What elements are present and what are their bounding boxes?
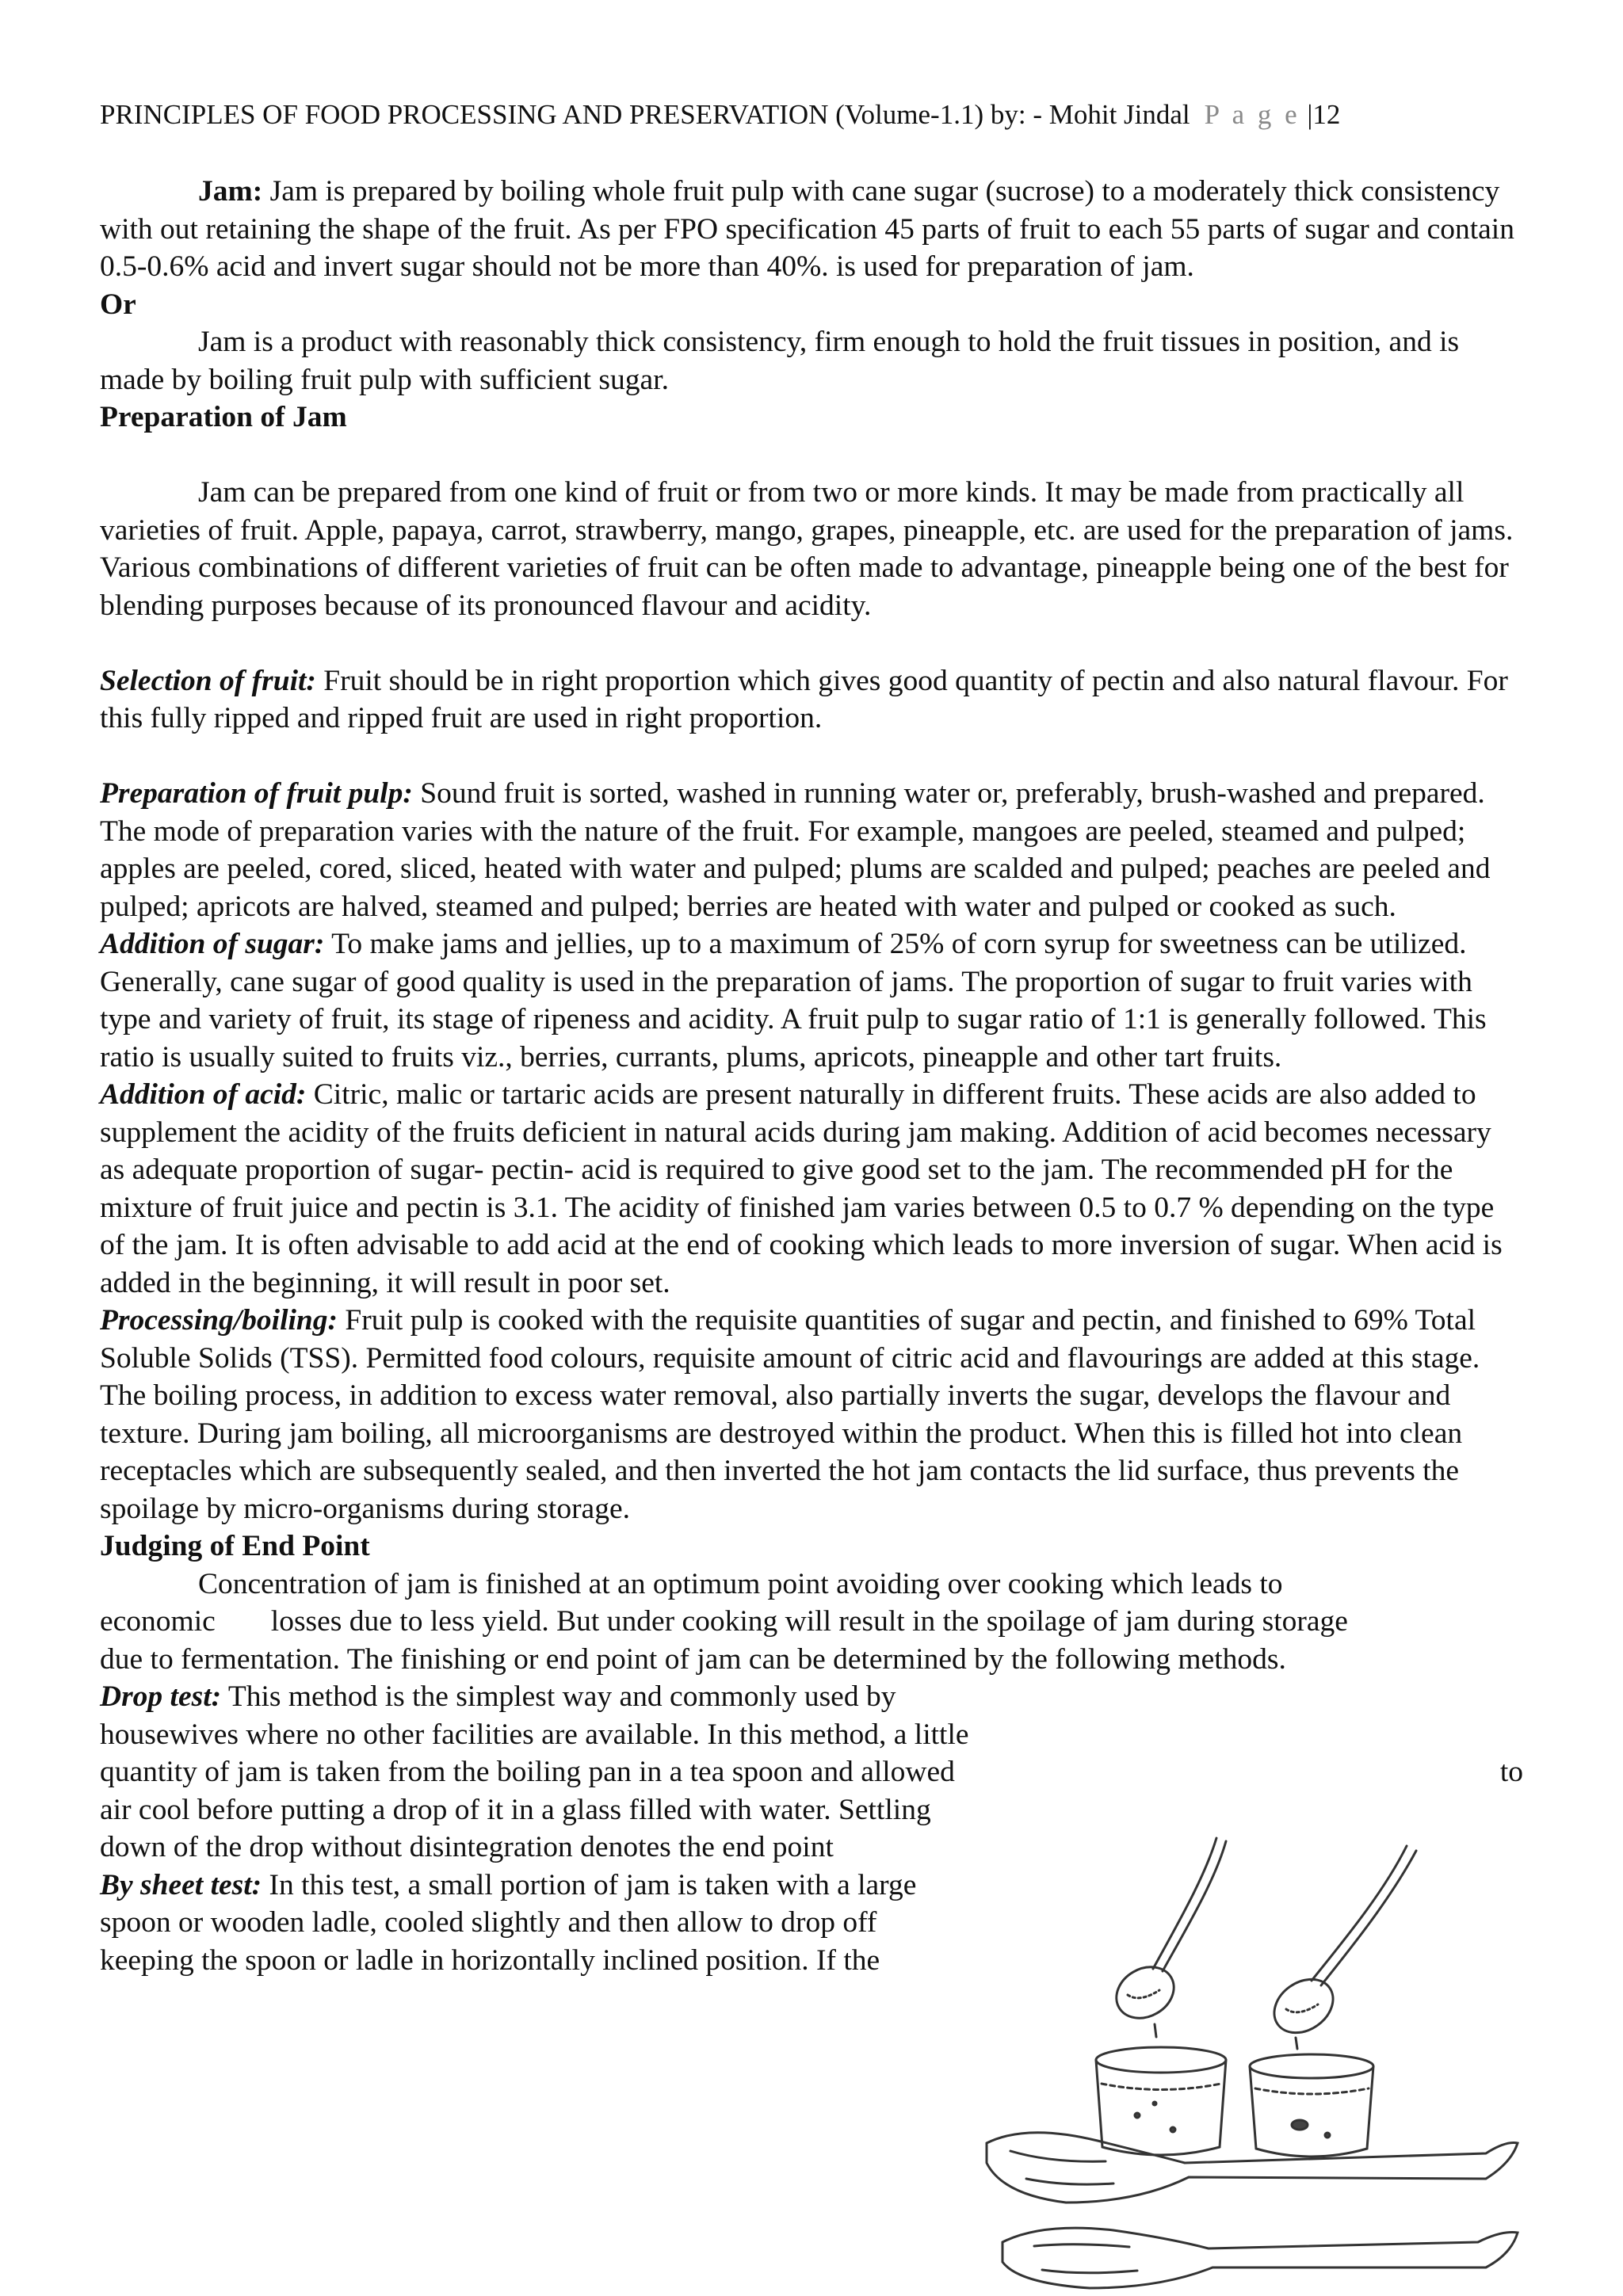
acid-text: Citric, malic or tartaric acids are present naturally in different fruits. These acids are also added to supplement the acidity of the fruits deficient in natural acids during jam making. Addition of acid becomes necessary as adequate proportion of sugar- pectin- acid is required to give good set to the jam. The recommended pH for the mixture of fruit juice and pectin is 3.1. The acidity of finished jam varies between 0.5 to 0.7 % depending on the type of the jam. It is often advisable to add acid at the end of cooking which leads to more inversion of sugar. When acid is added in the beginning, it will result in poor set.	[100, 1078, 1503, 1299]
boiling-text: Fruit pulp is cooked with the requisite quantities of sugar and pectin, and finished to 69% Total Soluble Solids (TSS). Permitted food colours, requisite amount of citric acid and flavourings are added at this stage. The boiling process, in addition to excess water removal, also partially inverts the sugar, develops the flavour and texture. During jam boiling, all microorganisms are destroyed within the product. When this is filled hot into clean receptacles which are subsequently sealed, and then inverted the hot jam contacts the lid surface, thus prevents the spoilage by micro-organisms during storage.	[100, 1304, 1480, 1525]
drop-line-end-word: to	[1499, 1756, 1523, 1788]
end-point-line-1: Concentration of jam is finished at an optimum point avoiding over cooking which leads to	[198, 1567, 1283, 1600]
selection-of-fruit	[100, 662, 1523, 738]
addition-of-acid	[100, 1076, 1523, 1302]
header-page-number: 12	[1312, 99, 1341, 130]
drop-label: Drop test:	[100, 1680, 222, 1713]
selection-text: Fruit should be in right proportion which gives good quantity of pectin and also natural flavour. For this fully ripped and ripped fruit are used in right proportion.	[100, 664, 1508, 734]
acid-label: Addition of acid:	[100, 1078, 307, 1111]
selection-label: Selection of fruit:	[100, 664, 316, 697]
right-spoon-icon	[1264, 1846, 1416, 2044]
end-point-line-2: economic losses due to less yield. But under cooking will result in the spoilage of jam during storage	[100, 1605, 1348, 1638]
page-body	[100, 173, 1523, 1979]
jam-definition-text: Jam is prepared by boiling whole fruit pulp with cane sugar (sucrose) to a moderately thick consistency with out retaining the shape of the fruit. As per FPO specification 45 parts of fruit to each 55 parts of sugar and contain 0.5-0.6% acid and invert sugar should not be more than 40%. is used for preparation of jam.	[100, 175, 1514, 283]
drop-test: Drop test: This method is the simplest way and commonly used by housewives where no other facilities are available. In this method, a little quantity of jam is taken from the boiling pan in a tea spoon and allowed to air cool before putting a drop of it in a glass filled with water. Settling down of the drop without disintegration denotes the end point	[100, 1680, 1523, 1863]
header-page-word: P a g e	[1204, 99, 1300, 130]
pulp-label: Preparation of fruit pulp:	[100, 777, 413, 810]
end-point-line-3: due to fermentation. The finishing or end point of jam can be determined by the following methods.	[100, 1642, 1286, 1676]
right-glass-icon	[1250, 2054, 1373, 2157]
preparation-intro: Jam can be prepared from one kind of fruit or from two or more kinds. It may be made from practically all varieties of fruit. Apple, papaya, carrot, strawberry, mango, grapes, pineapple, etc. are used for the preparation of jams. Various combinations of different varieties of fruit can be often made to advantage, pineapple being one of the best for blending purposes because of its pronounced flavour and acidity.	[100, 476, 1514, 622]
drop-test-illustration	[979, 1830, 1526, 2290]
sugar-label: Addition of sugar:	[100, 928, 325, 960]
header-title: PRINCIPLES OF FOOD PROCESSING AND PRESERVATION (Volume-1.1) by: - Mohit Jindal	[100, 99, 1190, 130]
lower-ladle-icon	[1002, 2228, 1518, 2288]
header-page-separator: |	[1307, 99, 1313, 130]
sheet-label: By sheet test:	[100, 1868, 262, 1901]
pulp-text: Sound fruit is sorted, washed in running water or, preferably, brush-washed and prepared. The mode of preparation varies with the nature of the fruit. For example, mangoes are peeled, steamed and pulped; apples are peeled, cored, sliced, heated with water and pulped; plums are scalded and pulped; peaches are peeled and pulped; apricots are halved, steamed and pulped; berries are heated with water and pulped or cooked as such.	[100, 777, 1491, 923]
boiling-label: Processing/boiling:	[100, 1304, 338, 1337]
jam-term: Jam:	[198, 175, 263, 208]
left-spoon-icon	[1107, 1838, 1226, 2028]
preparation-heading: Preparation of Jam	[100, 401, 347, 433]
upper-ladle-icon	[987, 2133, 1518, 2203]
sugar-text: To make jams and jellies, up to a maximum of 25% of corn syrup for sweetness can be utilized. Generally, cane sugar of good quality is used in the preparation of jams. The proportion of sugar to fruit varies with type and variety of fruit, its stage of ripeness and acidity. A fruit pulp to sugar ratio of 1:1 is generally followed. This ratio is usually suited to fruits viz., berries, currants, plums, apricots, pineapple and other tart fruits.	[100, 928, 1487, 1074]
left-glass-icon	[1096, 2047, 1226, 2155]
addition-of-sugar	[100, 925, 1523, 1076]
or-label: Or	[100, 288, 136, 321]
sheet-test: By sheet test: In this test, a small portion of jam is taken with a large spoon or wooden ladle, cooled slightly and then allow to drop off keeping the spoon or ladle in horizontally inclined position. If the	[100, 1868, 917, 1977]
end-point-heading: Judging of End Point	[100, 1530, 370, 1562]
processing-boiling	[100, 1302, 1523, 1527]
jam-alt-definition: Jam is a product with reasonably thick consistency, firm enough to hold the fruit tissues in position, and is made by boiling fruit pulp with sufficient sugar.	[100, 326, 1460, 396]
page-header	[100, 97, 1340, 133]
preparation-of-pulp	[100, 775, 1523, 925]
jam-definition	[100, 173, 1523, 286]
